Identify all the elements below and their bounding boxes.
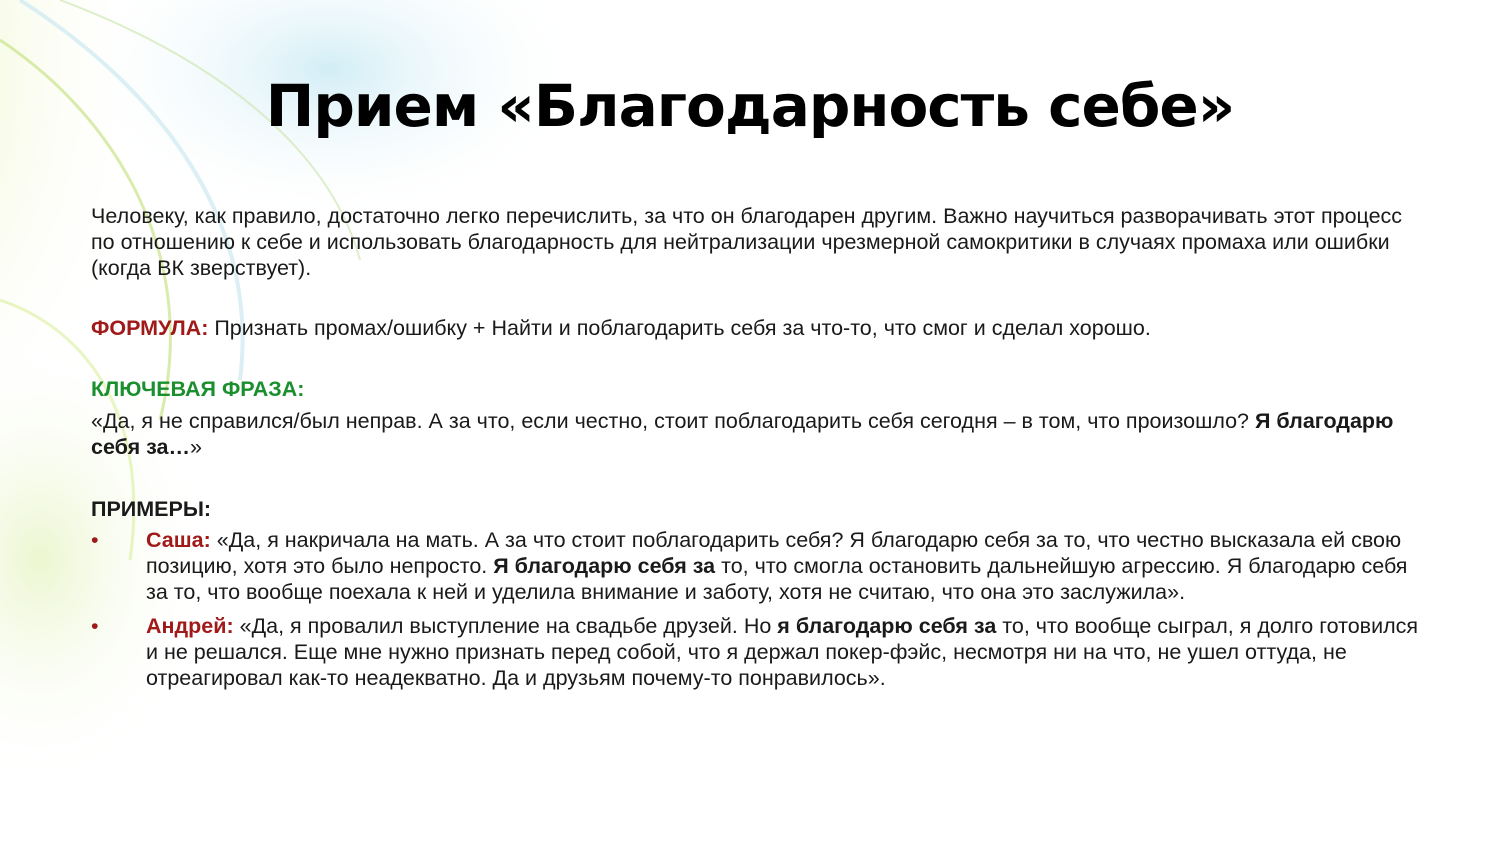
list-item <box>91 613 1421 691</box>
intro-paragraph: Человеку, как правило, достаточно легко перечислить, за что он благодарен другим. Важно научиться разворачивать этот процесс по отношению к себе и использовать благодарность для нейтрализации чрезмерной самокритики в случаях промаха или ошибки (когда ВК зверствует). <box>91 204 1403 280</box>
key-phrase-end: » <box>190 435 202 459</box>
formula-line <box>91 315 1421 341</box>
example-text-continued: то, что вообще сыграл, я долго готовился и не решался. Еще мне нужно признать перед собой, что я держал покер-фэйс, несмотря ни на что, не ушел оттуда, не отреагировал как-то неадекватно. Да и друзьям почему-то понравилось». <box>146 614 1419 690</box>
examples-list <box>91 527 1421 691</box>
example-text-continued: то, что смогла остановить дальнейшую агрессию. Я благодарю себя за то, что вообще поехала к ней и уделила внимание и заботу, хотя не считаю, что она это заслужила». <box>146 554 1408 604</box>
examples-label: ПРИМЕРЫ: <box>91 497 212 521</box>
example-name: Андрей: <box>146 614 234 638</box>
example-text: «Да, я провалил выступление на свадьбе друзей. Но <box>233 614 778 638</box>
key-phrase-quote: «Да, я не справился/был неправ. А за что, если честно, стоит поблагодарить себя сегодня – в том, что произошло? <box>91 409 1255 433</box>
key-phrase-label: КЛЮЧЕВАЯ ФРАЗА: <box>91 377 305 401</box>
formula-label: ФОРМУЛА: <box>91 316 209 340</box>
example-bold: я благодарю себя за <box>777 614 997 638</box>
bullet-icon: • <box>91 528 99 552</box>
key-phrase-bold: Я благодарю себя за… <box>91 409 1394 459</box>
example-text: «Да, я накричала на мать. А за что стоит поблагодарить себя? Я благодарю себя за то, что честно высказала ей свою позицию, хотя это было непросто. <box>146 528 1402 578</box>
example-bold: Я благодарю себя за <box>493 554 716 578</box>
formula-text: Признать промах/ошибку + Найти и поблагодарить себя за что-то, что смог и сделал хорошо. <box>208 316 1151 340</box>
example-name: Саша: <box>146 528 211 552</box>
key-phrase-text <box>91 408 1421 460</box>
bullet-icon: • <box>91 614 99 638</box>
list-item <box>91 527 1421 605</box>
slide-title: Прием «Благодарность себе» <box>265 72 1235 140</box>
slide-body <box>91 203 1421 699</box>
